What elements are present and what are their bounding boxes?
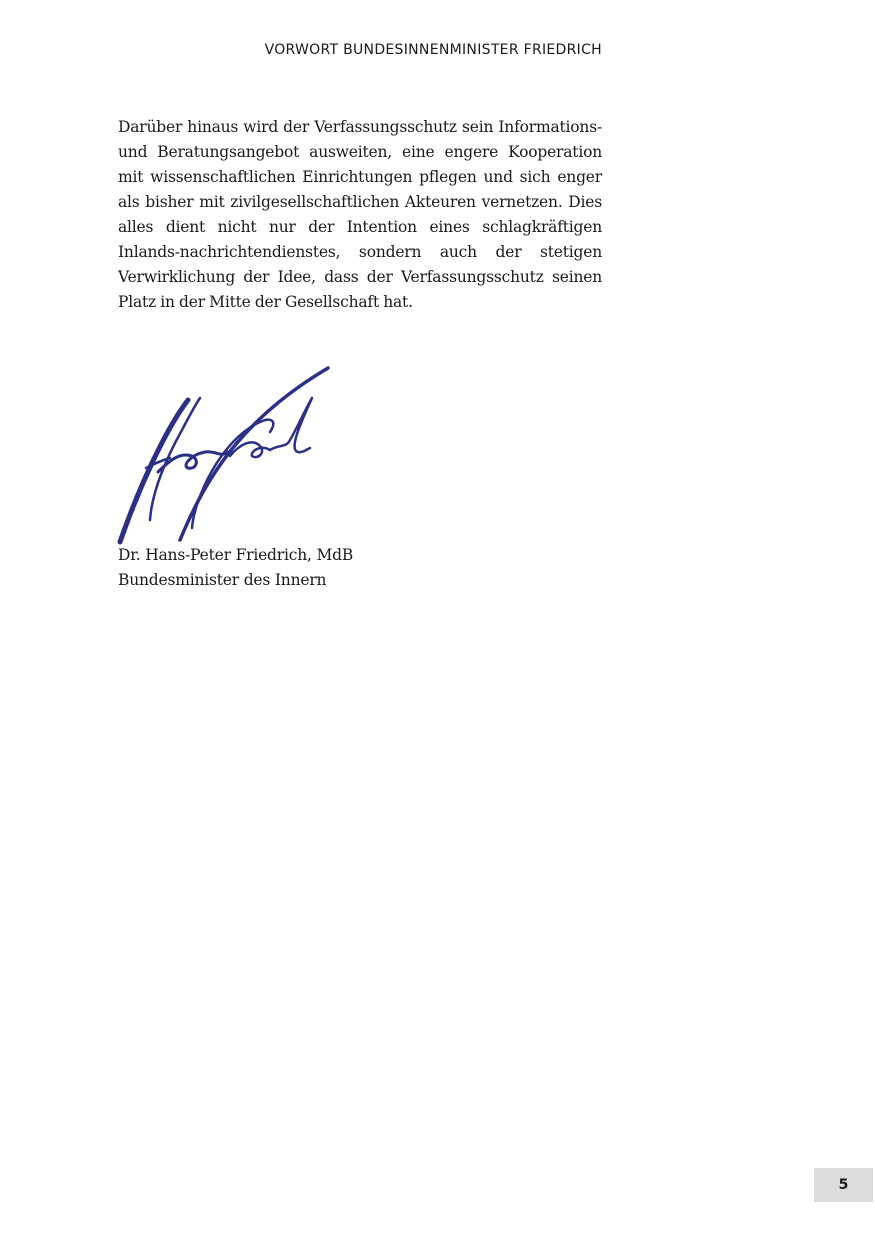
signer-block — [118, 543, 353, 593]
handwritten-signature — [110, 360, 340, 550]
body-paragraph: Darüber hinaus wird der Verfassungsschutz sein Informations- und Beratungsangebot ausweiten, eine engere Kooperation mit wissenschaftlichen Einrichtungen pflegen und sich enger als bisher mit zivilgesellschaftlichen Akteuren vernetzen. Dies alles dient nicht nur der Intention eines schlagkräftigen Inlands-nachrichtendienstes, sondern auch der stetigen Verwirklichung der Idee, dass der Verfassungsschutz seinen Platz in der Mitte der Gesellschaft hat. — [118, 118, 602, 311]
signature-stroke — [120, 400, 188, 542]
signer-name: Dr. Hans-Peter Friedrich, MdB — [118, 546, 354, 564]
running-header: VORWORT BUNDESINNENMINISTER FRIEDRICH — [264, 42, 602, 58]
page-number: 5 — [814, 1168, 873, 1202]
signature-stroke — [192, 420, 273, 528]
signer-title: Bundesminister des Innern — [118, 571, 327, 589]
